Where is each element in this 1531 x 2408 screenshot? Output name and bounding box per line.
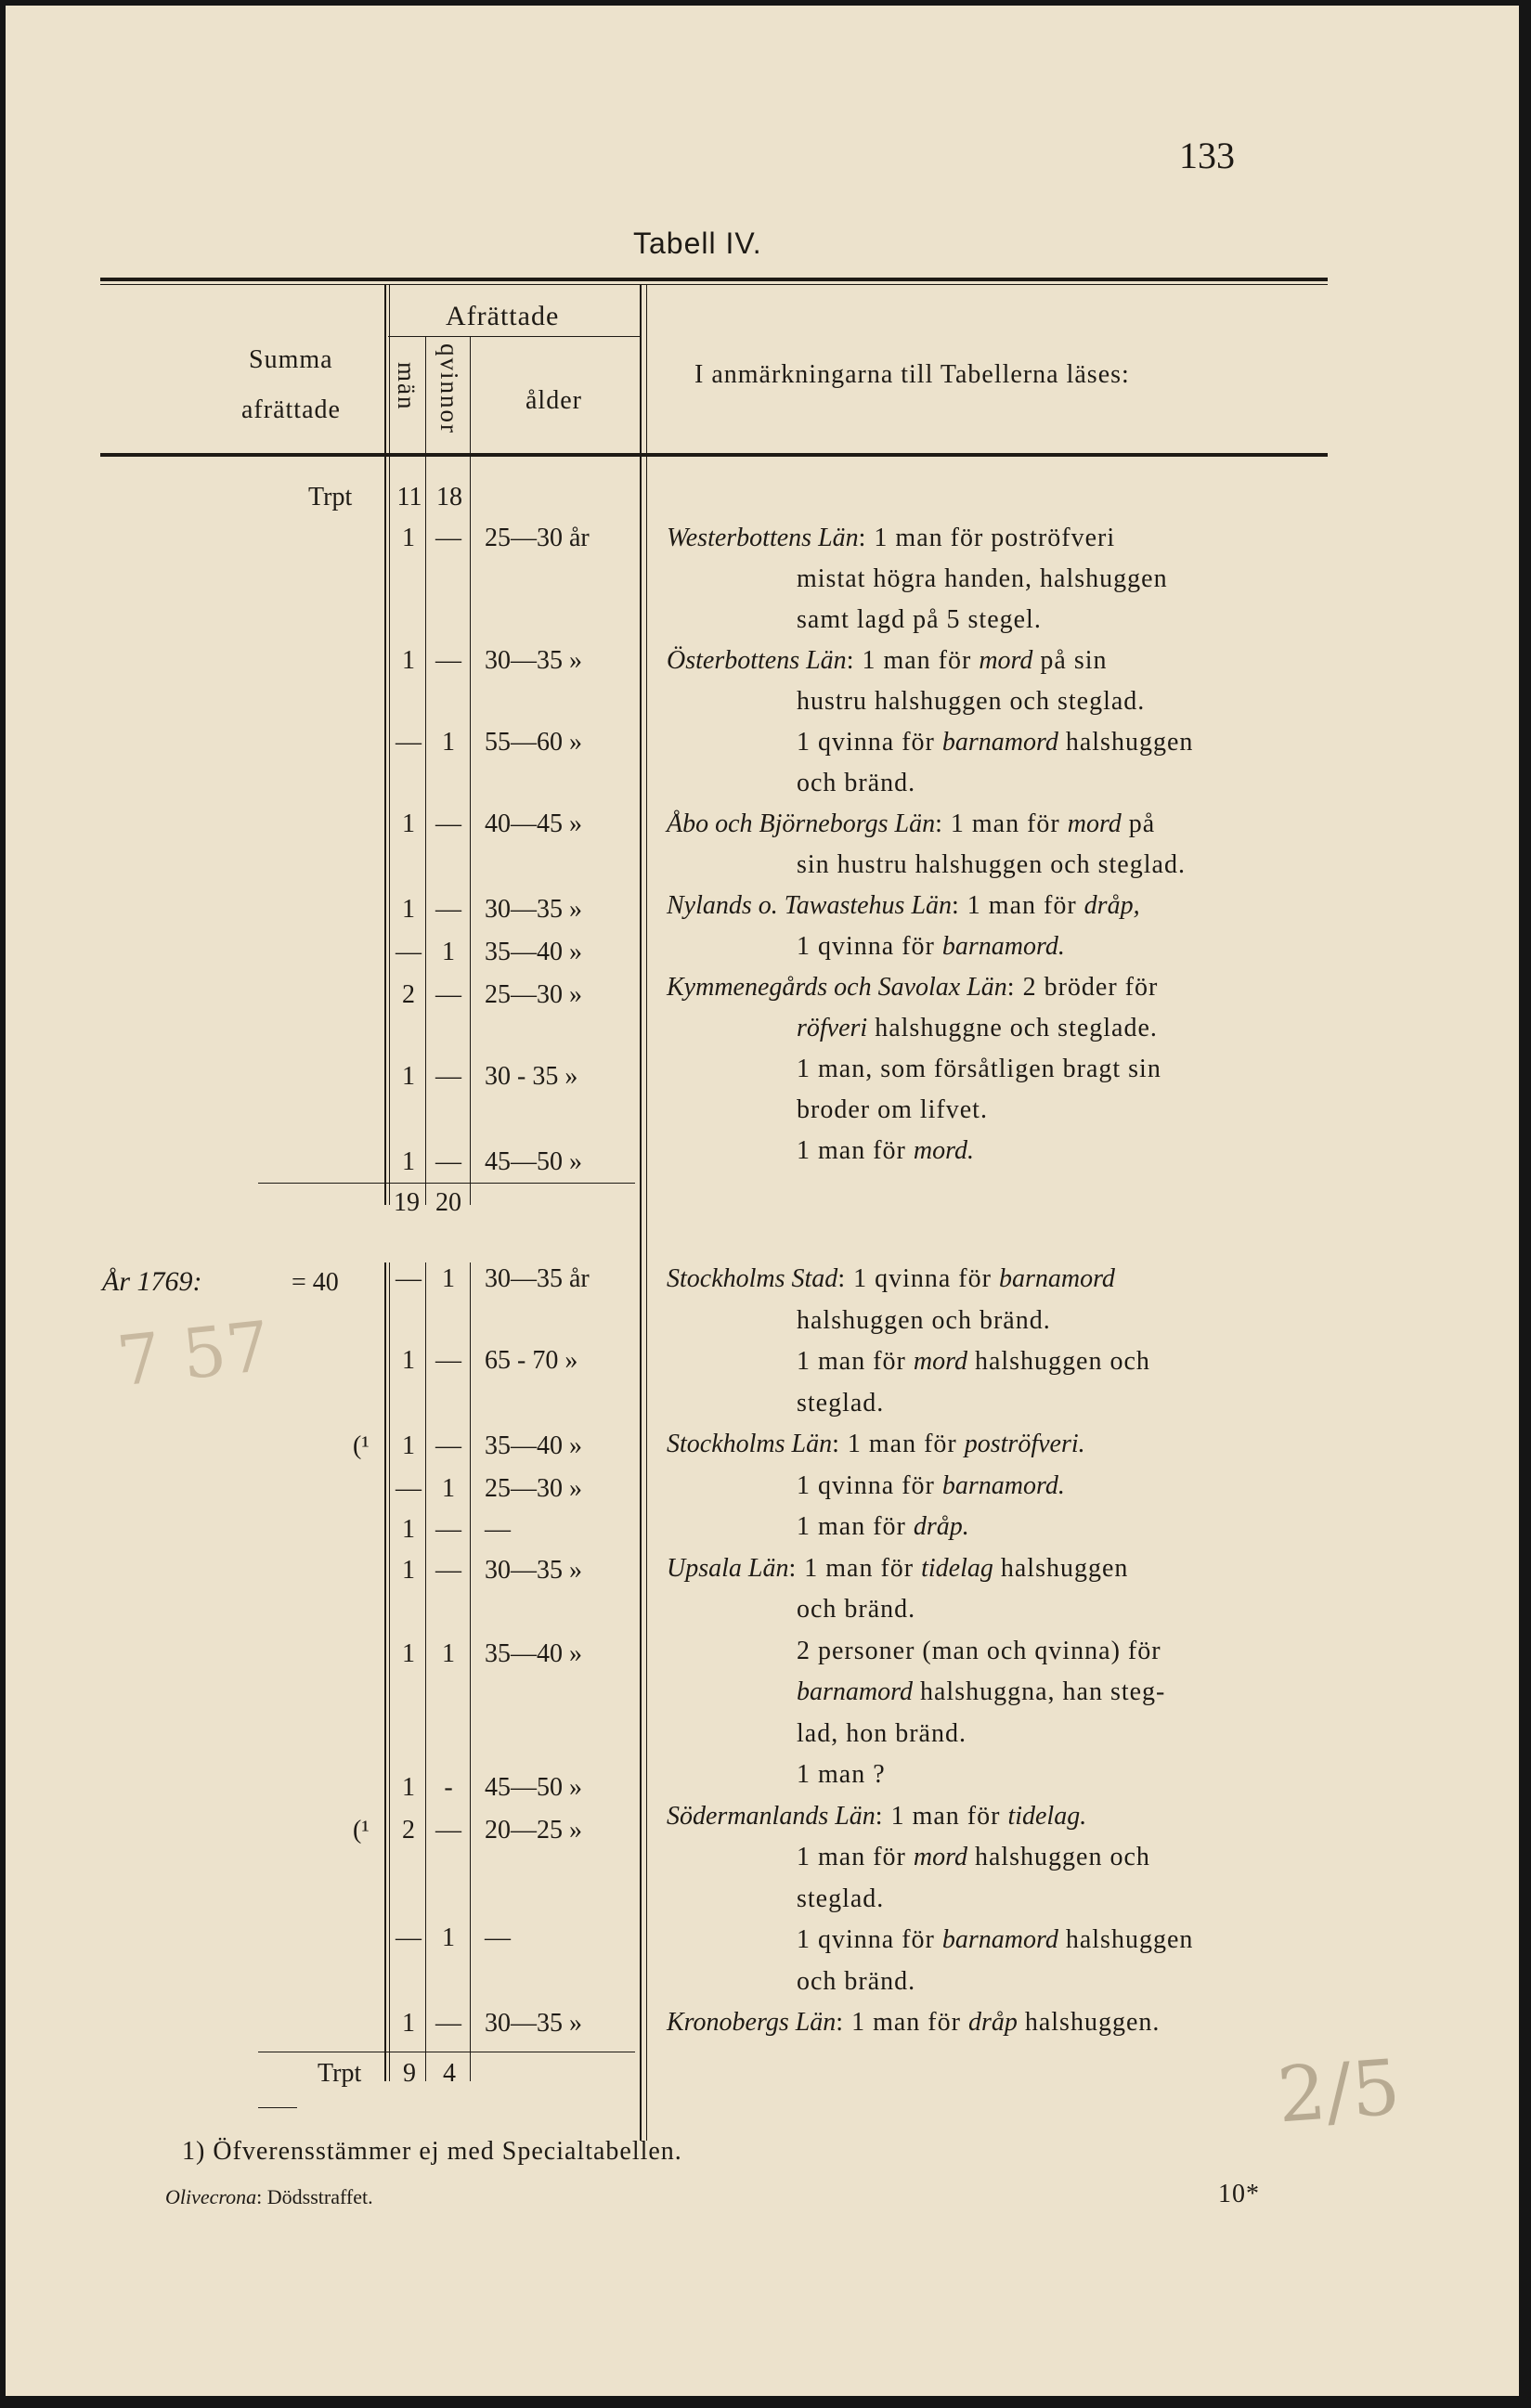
row-age: 45—50 » [485,1773,582,1802]
remark-text: : 1 man för [846,646,980,675]
remark-text: på sin [1032,646,1108,675]
remark-text: steglad. [797,1884,885,1913]
row-qvinnor-count: — [435,895,461,924]
row-qvinnor-count: — [435,809,461,838]
row-man-count: 1 [402,1639,415,1668]
remark-line [797,769,915,798]
header-alder: ålder [525,386,582,415]
row-man-count: 2 [402,980,415,1009]
remark-text: 2 personer (man och qvinna) för [797,1636,1161,1665]
remark-text: halshuggen [1057,728,1194,757]
footer-left [165,2185,373,2209]
book-page [6,6,1519,2396]
remark-text: mistat högra handen, halshuggen [797,564,1168,593]
remark-place: Stockholms Län [667,1430,833,1458]
row-man-count: 1 [402,524,415,552]
remark-place: Åbo och Björneborgs Län [667,809,936,838]
remark-text: 1 man, som försåtligen bragt sin [797,1055,1161,1083]
row-qvinnor-count: 1 [442,1474,455,1503]
row-age: 30 - 35 » [485,1062,578,1091]
subtotal-qvinnor: 20 [435,1188,461,1217]
remark-line [797,1719,967,1749]
row-age: — [485,1923,511,1952]
remark-crime: mord [913,1347,967,1376]
row-qvinnor-count: 1 [442,1923,455,1952]
row-man-count: 2 [402,1816,415,1845]
remark-text: 1 qvinna för [797,1925,942,1954]
row-man-count: — [396,1264,422,1293]
remark-line [797,1925,1193,1955]
remark-line [797,1884,884,1914]
remark-crime: röfveri [797,1014,868,1042]
remark-line [797,1595,915,1625]
remark-crime: barnamord. [941,932,1065,961]
carry-in-man: 11 [396,483,422,511]
remark-text: 1 qvinna för [797,1470,942,1500]
header-man: män [393,362,421,411]
remark-text: : 1 man för [875,1801,1008,1831]
remark-line [797,564,1168,594]
remark-text: 1 man för [797,1136,914,1165]
remark-line [797,850,1186,880]
row-age: 30—35 » [485,2009,582,2038]
row-age: 20—25 » [485,1816,582,1845]
remark-line [797,605,1042,635]
remark-line [667,809,1155,839]
carry-out-label: Trpt [318,2059,362,2088]
remark-text: halshuggen och bränd. [797,1305,1051,1335]
col-line-2-lower [425,1262,426,2081]
remark-crime: barnamord [998,1264,1115,1293]
row-qvinnor-count: — [435,646,461,675]
remark-line [667,524,1115,553]
remark-line [797,1055,1161,1084]
carry-in-qvinnor: 18 [436,483,462,511]
remark-text: : 1 man för [836,2008,968,2037]
table-title: Tabell IV. [633,227,762,260]
remark-text: halshuggne och steglade. [867,1014,1158,1042]
col-line-4 [640,284,642,2141]
col-line-3-lower [470,1262,471,2081]
col-line-4b [646,284,647,2141]
remark-crime: barnamord. [941,1470,1065,1500]
carry-out-qvinnor: 4 [443,2059,456,2088]
remark-place: Kronobergs Län [667,2008,837,2037]
remark-text: : 2 bröder för [1006,973,1159,1002]
remark-place: Westerbottens Län [667,524,859,552]
row-qvinnor-count: — [435,1556,461,1585]
footer-signature: 10* [1218,2180,1260,2208]
row-qvinnor-count: 1 [442,1639,455,1668]
header-afrattade: Afrättade [446,301,560,331]
col-line-1b [389,284,390,1205]
remark-text: sin hustru halshuggen och steglad. [797,850,1186,879]
remark-text: 1 qvinna för [797,932,942,961]
row-age: 45—50 » [485,1147,582,1176]
row-man-count: — [396,1474,422,1503]
remark-text: 1 man för [797,1843,914,1871]
remark-text: 1 man för [797,1347,914,1376]
remark-text: samt lagd på 5 stegel. [797,605,1042,634]
remark-text: : 1 qvinna för [837,1264,999,1293]
row-qvinnor-count: — [435,1816,461,1845]
row-qvinnor-count: — [435,2009,461,2038]
row-age: — [485,1515,511,1544]
row-qvinnor-count: — [435,1431,461,1460]
footer-book: : Dödsstraffet. [256,2185,373,2208]
remark-place: Kymmenegårds och Savolax Län [667,973,1007,1002]
remark-place: Österbottens Län [667,646,847,675]
remark-line [667,973,1158,1003]
remark-crime: mord. [913,1136,974,1165]
row-qvinnor-count: - [444,1773,453,1802]
remark-line [797,687,1145,717]
row-qvinnor-count: — [435,980,461,1009]
remark-crime: mord [1067,809,1122,838]
remark-text: : 1 man för [935,809,1068,838]
remark-line [797,1471,1065,1501]
row-man-count: — [396,938,422,966]
row-man-count: 1 [402,1062,415,1091]
row-age: 55—60 » [485,728,582,757]
row-man-count: — [396,728,422,757]
remark-text: på [1121,809,1156,838]
remark-crime: dråp, [1083,891,1140,920]
header-summa: Summa [249,345,333,374]
remark-place: Stockholms Stad [667,1264,838,1293]
carry-out-man: 9 [403,2059,416,2088]
remark-place: Nylands o. Tawastehus Län [667,891,953,920]
remark-line [797,1677,1165,1707]
row-man-count: 1 [402,809,415,838]
remark-text: halshuggen [993,1553,1129,1583]
remark-line [667,1430,1085,1459]
row-qvinnor-count: 1 [442,728,455,757]
pencil-mark-right: 2/5 [1274,2043,1404,2141]
top-rule-thin [100,284,1328,285]
row-man-count: 1 [402,1556,415,1585]
row-age: 35—40 » [485,1639,582,1668]
carry-in-label: Trpt [308,483,353,511]
remark-line [797,1389,884,1418]
remark-line [797,1306,1051,1336]
remark-line [667,2008,1160,2038]
row-qvinnor-count: — [435,524,461,552]
remark-text: 1 qvinna för [797,728,942,757]
remark-crime: dråp. [913,1512,969,1541]
remark-text: : 1 man för [952,891,1084,920]
remark-line [797,728,1193,757]
page-number: 133 [1179,135,1235,176]
remark-text: : 1 man för poströfveri [858,524,1116,552]
row-footnote-marker: (¹ [353,1816,370,1845]
row-qvinnor-count: — [435,1147,461,1176]
row-age: 35—40 » [485,1431,582,1460]
row-footnote-marker: (¹ [353,1431,370,1460]
row-age: 30—35 år [485,1264,590,1293]
row-qvinnor-count: 1 [442,1264,455,1293]
remark-text: broder om lifvet. [797,1095,988,1124]
remark-line [667,1264,1115,1294]
remark-line [797,1843,1150,1872]
year-label: År 1769: [102,1266,202,1297]
col-line-1 [384,284,386,1205]
row-man-count: — [396,1923,422,1952]
remark-text: och bränd. [797,1966,916,1996]
row-man-count: 1 [402,1346,415,1375]
row-man-count: 1 [402,2009,415,2038]
remark-line [797,1967,915,1997]
remark-place: Upsala Län [667,1553,789,1583]
remark-text: hustru halshuggen och steglad. [797,687,1146,716]
remark-place: Södermanlands Län [667,1801,876,1831]
remark-text: halshuggen. [1017,2008,1161,2037]
remark-line [797,1637,1161,1666]
row-man-count: 1 [402,1773,415,1802]
header-qvinnor: qvinnor [435,343,463,434]
subtotal-man: 19 [394,1188,420,1217]
row-age: 65 - 70 » [485,1346,578,1375]
year-total: = 40 [292,1268,339,1297]
remark-crime: dråp [967,2008,1018,2037]
remark-text: halshuggna, han steg- [912,1677,1166,1706]
row-age: 25—30 » [485,980,582,1009]
footer-author: Olivecrona [165,2185,257,2208]
top-rule [100,278,1328,281]
col-line-2 [425,336,426,1205]
row-qvinnor-count: — [435,1515,461,1544]
remark-text: steglad. [797,1388,885,1418]
row-age: 30—35 » [485,1556,582,1585]
col-line-1-lower [384,1262,386,2081]
row-qvinnor-count: — [435,1062,461,1091]
row-age: 35—40 » [485,938,582,966]
remark-line [797,1347,1150,1377]
row-man-count: 1 [402,1431,415,1460]
remark-text: halshuggen och [967,1843,1150,1871]
remark-text: och bränd. [797,1595,916,1624]
remark-text: halshuggen [1057,1925,1194,1954]
remark-line [667,1802,1086,1832]
remark-line [797,932,1065,962]
remark-line [667,646,1108,676]
remark-crime: poströfveri. [964,1430,1085,1458]
header-afrattade-col: afrättade [241,395,341,424]
remark-crime: mord [913,1843,967,1871]
row-age: 25—30 år [485,524,590,552]
row-man-count: 1 [402,895,415,924]
remark-text: 1 man ? [797,1760,886,1789]
subtotal-rule [258,1183,635,1184]
row-age: 30—35 » [485,646,582,675]
row-age: 40—45 » [485,809,582,838]
row-man-count: 1 [402,646,415,675]
col-line-3 [470,336,471,1205]
row-man-count: 1 [402,1147,415,1176]
remark-crime: barnamord [797,1677,913,1706]
remark-line [797,1760,886,1790]
pencil-mark-left: 7 57 [112,1306,274,1403]
remark-text: lad, hon bränd. [797,1718,967,1748]
remark-text: 1 man för [797,1512,914,1541]
bottom-short-rule [258,2107,297,2108]
header-bottom-rule [100,453,1328,457]
row-qvinnor-count: 1 [442,938,455,966]
header-remarks: I anmärkningarna till Tabellerna läses: [694,360,1130,389]
remark-crime: tidelag. [1007,1801,1087,1831]
remark-crime: mord [979,646,1033,675]
remark-line [797,1512,969,1542]
row-age: 25—30 » [485,1474,582,1503]
row-man-count: 1 [402,1515,415,1544]
remark-text: : 1 man för [832,1430,965,1458]
footnote: 1) Öfverensstämmer ej med Specialtabellen. [182,2137,682,2166]
remark-crime: barnamord [941,728,1058,757]
remark-text: halshuggen och [967,1347,1150,1376]
remark-crime: tidelag [921,1553,993,1583]
remark-line [797,1136,974,1166]
row-qvinnor-count: — [435,1346,461,1375]
remark-line [797,1014,1158,1043]
remark-text: och bränd. [797,769,916,797]
remark-line [667,891,1140,921]
row-age: 30—35 » [485,895,582,924]
remark-line [667,1554,1128,1584]
remark-line [797,1095,988,1125]
remark-crime: barnamord [941,1925,1058,1954]
col-line-1b-lower [389,1262,390,2081]
remark-text: : 1 man för [788,1553,922,1583]
